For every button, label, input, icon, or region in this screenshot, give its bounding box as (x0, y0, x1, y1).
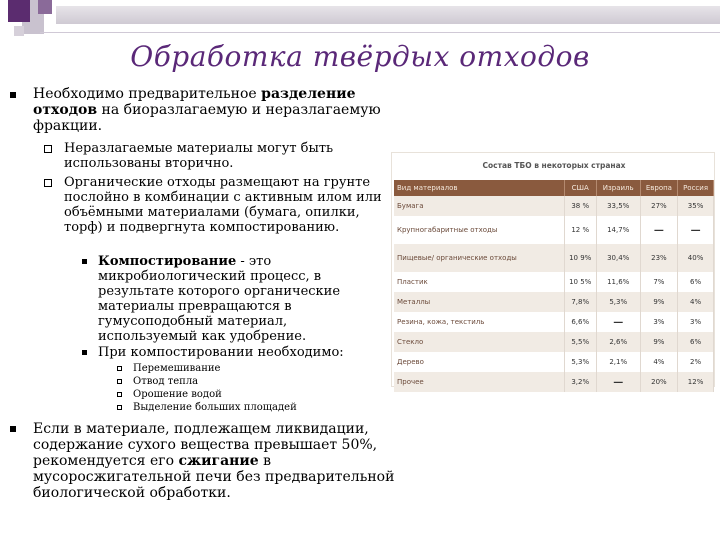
bullet-hollow (117, 405, 122, 410)
decor-square (8, 0, 30, 22)
sub-bullet-recycle: Неразлагаемые материалы могут быть использованы вторично. (64, 141, 334, 171)
table-cell: 2% (678, 352, 714, 372)
bullet-square (82, 259, 87, 264)
table-cell: 6% (678, 272, 714, 292)
bullet-separation (33, 86, 383, 134)
bullet-hollow (117, 392, 122, 397)
bullet-hollow (44, 179, 52, 187)
table-row (394, 372, 714, 392)
table-cell: 27% (640, 196, 677, 216)
table-cell: 38 % (564, 196, 596, 216)
table-cell: 3% (678, 312, 714, 332)
table-cell: 10 9% (564, 244, 596, 272)
table-cell: 9% (640, 292, 677, 312)
table-header-cell: Вид материалов (394, 180, 564, 196)
decor-square (38, 0, 52, 14)
table-cell: Пищевые/ органические отходы (394, 244, 564, 272)
table-cell: 20% (640, 372, 677, 392)
table-cell: — (678, 216, 714, 244)
table-cell: Бумага (394, 196, 564, 216)
table-cell: 4% (640, 352, 677, 372)
table-cell: Прочее (394, 372, 564, 392)
table-cell: — (596, 372, 640, 392)
need-item: Отвод тепла (133, 376, 199, 387)
table-cell: 2,6% (596, 332, 640, 352)
table-header-cell: Европа (640, 180, 677, 196)
bullet-emphasis: Компостирование (98, 254, 237, 269)
table-cell: 7,8% (564, 292, 596, 312)
bullet-text: - это микробиологический процесс, в результате которого органические материалы превращаются в гумусоподобный материал, используемый как удобрение. (98, 254, 341, 344)
table-cell: — (596, 312, 640, 332)
sub-bullet-composting (98, 254, 368, 344)
need-item: Выделение больших площадей (133, 402, 297, 413)
header-bar (56, 6, 720, 24)
bullet-text: на биоразлагаемую и неразлагаемую фракции. (33, 102, 381, 134)
table-header-row (394, 180, 714, 196)
bullet-hollow (117, 379, 122, 384)
table-cell: Металлы (394, 292, 564, 312)
bullet-emphasis: разделение отходов (33, 86, 356, 118)
table-row (394, 292, 714, 312)
table-cell: 2,1% (596, 352, 640, 372)
sub-bullet-organic: Органические отходы размещают на грунте послойно в комбинации с активным илом или объёмными материалами (бумага, опилки, торф) и подвергнута компостированию. (64, 175, 382, 235)
table-cell: Пластик (394, 272, 564, 292)
table-row (394, 272, 714, 292)
decor-square (14, 26, 24, 36)
table-cell: 5,3% (564, 352, 596, 372)
table-cell: — (640, 216, 677, 244)
table-header-cell: Израиль (596, 180, 640, 196)
table-cell: 23% (640, 244, 677, 272)
table-caption: Состав ТБО в некоторых странах (482, 161, 626, 170)
table-cell: 11,6% (596, 272, 640, 292)
table-cell: 6% (678, 332, 714, 352)
table-cell: 12 % (564, 216, 596, 244)
bullet-incineration (33, 421, 413, 501)
table-cell: 3,2% (564, 372, 596, 392)
table-cell: 40% (678, 244, 714, 272)
table-cell: 7% (640, 272, 677, 292)
table-cell: 30,4% (596, 244, 640, 272)
table-cell: 9% (640, 332, 677, 352)
table-cell: Дерево (394, 352, 564, 372)
composition-table (394, 180, 714, 392)
table-row (394, 312, 714, 332)
composition-table-figure (391, 152, 715, 387)
table-header-cell: США (564, 180, 596, 196)
table-cell: 6,6% (564, 312, 596, 332)
bullet-text: Если в материале, подлежащем ликвидации, содержание сухого вещества превышает 50%, рекомендуется его (33, 421, 378, 469)
bullet-hollow (117, 366, 122, 371)
sub-bullet-needs: При компостировании необходимо: (98, 345, 344, 360)
table-row (394, 332, 714, 352)
table-row (394, 244, 714, 272)
bullet-square (10, 92, 16, 98)
table-cell: 5,3% (596, 292, 640, 312)
table-header-cell: Россия (678, 180, 714, 196)
bullet-text: в мусоросжигательной печи без предварительной биологической обработки. (33, 453, 395, 501)
table-row (394, 216, 714, 244)
table-cell: Крупногабаритные отходы (394, 216, 564, 244)
table-row (394, 196, 714, 216)
bullet-square (82, 350, 87, 355)
table-cell: 12% (678, 372, 714, 392)
table-cell: 4% (678, 292, 714, 312)
slide-title: Обработка твёрдых отходов (130, 40, 590, 73)
bullet-text: Необходимо предварительное (33, 86, 262, 102)
table-cell: 33,5% (596, 196, 640, 216)
bullet-hollow (44, 145, 52, 153)
table-cell: 5,5% (564, 332, 596, 352)
table-cell: 14,7% (596, 216, 640, 244)
table-cell: Резина, кожа, текстиль (394, 312, 564, 332)
bullet-square (10, 426, 16, 432)
table-cell: 35% (678, 196, 714, 216)
table-cell: 10 5% (564, 272, 596, 292)
table-cell: Стекло (394, 332, 564, 352)
need-item: Перемешивание (133, 363, 221, 374)
table-row (394, 352, 714, 372)
need-item: Орошение водой (133, 389, 222, 400)
table-cell: 3% (640, 312, 677, 332)
bullet-emphasis: сжигание (178, 453, 259, 469)
header-divider (40, 32, 720, 33)
